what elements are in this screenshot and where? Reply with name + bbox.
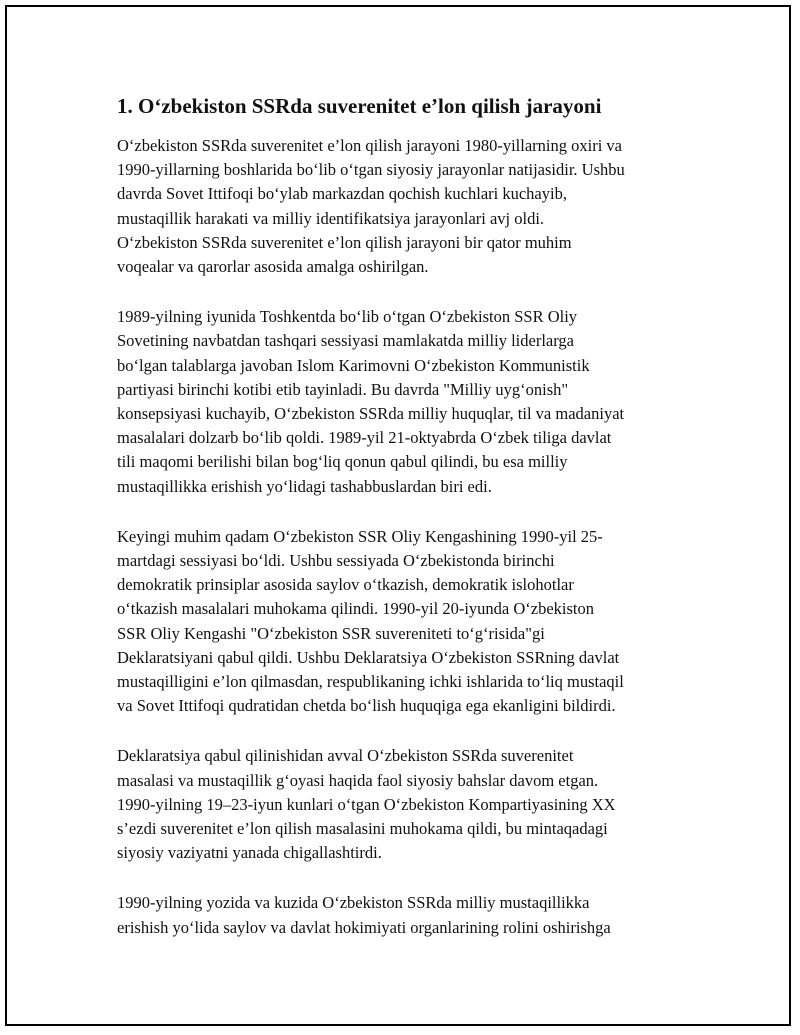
text-line: masalasi va mustaqillik g‘oyasi haqida faol siyosiy bahslar davom etgan.: [117, 770, 599, 790]
text-line: 1990-yilning 19–23-iyun kunlari o‘tgan O‘zbekiston Kompartiyasining XX: [117, 794, 616, 814]
text-line: O‘zbekiston SSRda suverenitet e’lon qilish jarayoni bir qator muhim: [117, 232, 572, 252]
text-line: konsepsiyasi kuchayib, O‘zbekiston SSRda milliy huquqlar, til va madaniyat: [117, 404, 625, 424]
text-line: partiyasi birinchi kotibi etib tayinladi. Bu davrda "Milliy uyg‘onish": [117, 379, 569, 399]
text-line: erishish yo‘lida saylov va davlat hokimiyati organlarining rolini oshirishga: [117, 917, 611, 937]
paragraph: [117, 305, 697, 499]
text-line: SSR Oliy Kengashi "O‘zbekiston SSR suvereniteti to‘g‘risida"gi: [117, 623, 545, 643]
text-line: voqealar va qarorlar asosida amalga oshirilgan.: [117, 257, 429, 277]
text-line: 1990-yilning yozida va kuzida O‘zbekiston SSRda milliy mustaqillikka: [117, 893, 590, 913]
text-line: siyosiy vaziyatni yanada chigallashtirdi.: [117, 843, 382, 863]
text-line: martdagi sessiyasi bo‘ldi. Ushbu sessiyada O‘zbekistonda birinchi: [117, 551, 555, 571]
text-line: O‘zbekiston SSRda suverenitet e’lon qilish jarayoni 1980-yillarning oxiri va: [117, 136, 622, 155]
text-line: tili maqomi berilishi bilan bog‘liq qonun qabul qilindi, bu esa milliy: [117, 452, 568, 472]
text-line: mustaqillikka erishish yo‘lidagi tashabbuslardan biri edi.: [117, 476, 492, 496]
text-line: s’ezdi suverenitet e’lon qilish masalasini muhokama qildi, bu mintaqadagi: [117, 819, 608, 839]
text-line: Sovetining navbatdan tashqari sessiyasi mamlakatda milliy liderlarga: [117, 331, 575, 351]
text-line: va Sovet Ittifoqi qudratidan chetda bo‘lish huquqiga ega ekanligini bildirdi.: [117, 696, 616, 716]
text-line: Deklaratsiyani qabul qildi. Ushbu Deklaratsiya O‘zbekiston SSRning davlat: [117, 647, 620, 667]
paragraph-list: [117, 134, 697, 940]
text-line: 1990-yillarning boshlarida bo‘lib o‘tgan siyosiy jarayonlar natijasidir. Ushbu: [117, 160, 625, 180]
text-line: masalalari dolzarb bo‘lib qoldi. 1989-yil 21-oktyabrda O‘zbek tiliga davlat: [117, 428, 612, 448]
text-line: bo‘lgan talablarga javoban Islom Karimovni O‘zbekiston Kommunistik: [117, 355, 590, 375]
text-line: mustaqillik harakati va milliy identifikatsiya jarayonlari avj oldi.: [117, 208, 545, 228]
text-line: o‘tkazish masalalari muhokama qilindi. 1990-yil 20-iyunda O‘zbekiston: [117, 599, 595, 619]
text-line: 1989-yilning iyunida Toshkentda bo‘lib o‘tgan O‘zbekiston SSR Oliy: [117, 307, 578, 327]
paragraph: [117, 134, 697, 279]
paragraph: [117, 525, 697, 719]
text-line: mustaqilligini e’lon qilmasdan, respublikaning ichki ishlarida to‘liq mustaqil: [117, 672, 624, 692]
paragraph: [117, 891, 697, 939]
document-body: [117, 93, 697, 966]
text-line: demokratik prinsiplar asosida saylov o‘tkazish, demokratik islohotlar: [117, 575, 574, 595]
section-heading: 1. O‘zbekiston SSRda suverenitet e’lon qilish jarayoni: [117, 94, 602, 118]
text-line: Keyingi muhim qadam O‘zbekiston SSR Oliy Kengashining 1990-yil 25-: [117, 526, 603, 546]
paragraph: [117, 744, 697, 865]
text-line: Deklaratsiya qabul qilinishidan avval O‘zbekiston SSRda suverenitet: [117, 746, 574, 766]
text-line: davrda Sovet Ittifoqi bo‘ylab markazdan qochish kuchlari kuchayib,: [117, 184, 567, 204]
